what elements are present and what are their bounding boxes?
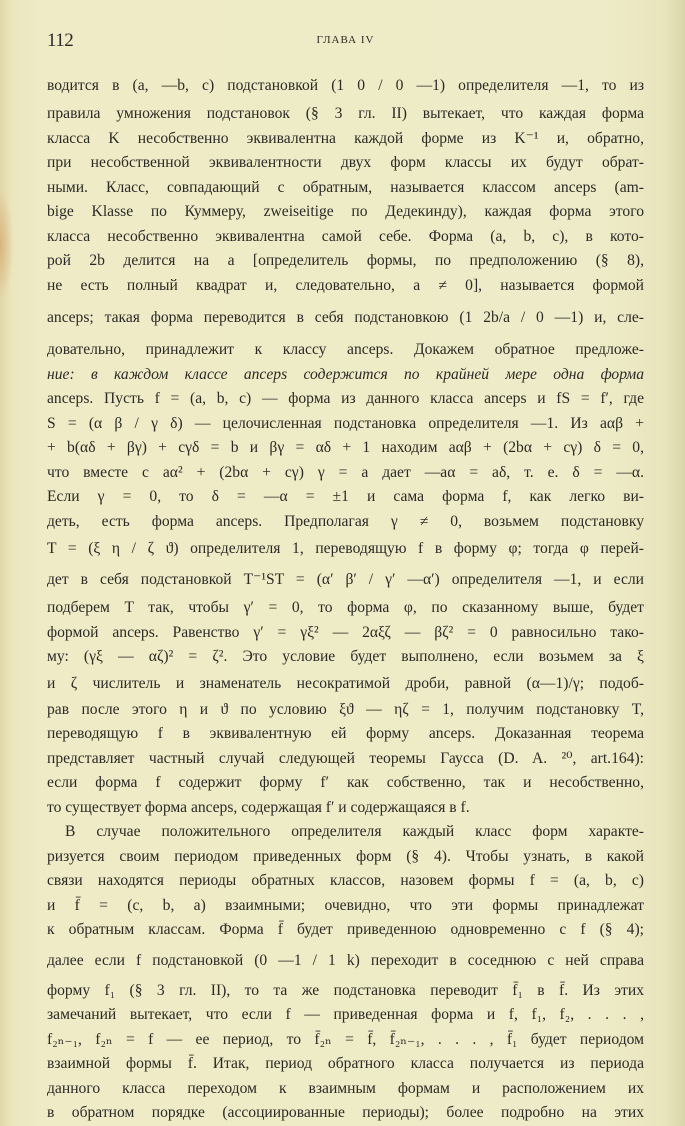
text-line: дет в себя подстановкой T⁻¹ST = (α′ β′ / γ′ —α′) определителя —1, и если <box>47 571 644 588</box>
text-line: подберем T так, чтобы γ′ = 0, то форма φ, по сказанному выше, будет <box>47 599 644 616</box>
text-line: к обратным классам. Форма f̄ будет приведенною одновременно с f (§ 4); <box>47 921 644 938</box>
text-line: рой 2b делится на a [определитель формы, по предположению (§ 8), <box>47 252 644 269</box>
text-line: Если γ = 0, то δ = —α = ±1 и сама форма f, как легко ви- <box>47 488 644 505</box>
scan-edge-stain <box>0 190 14 300</box>
text-line: довательно, принадлежит к классу anceps. Докажем обратное предложе- <box>47 341 644 358</box>
text-line: класса несобственно эквивалентна самой себе. Форма (a, b, c), в кото- <box>47 227 644 245</box>
text-line: в обратном порядке (ассоциированные периоды); более подробно на этих <box>47 1104 644 1121</box>
text-line: данного класса переходом к взаимным формам и расположением их <box>47 1079 644 1097</box>
text-line: если форма f содержит форму f′ как собственно, так и несобственно, <box>47 774 644 791</box>
text-line: переводящую f в эквивалентную ей форму anceps. Доказанная теорема <box>47 725 644 742</box>
text-line: форму f₁ (§ 3 гл. II), то та же подстановка переводит f̄₁ в f̄. Из этих <box>47 981 644 999</box>
text-line: anceps; такая форма переводится в себя подстановкою (1 2b/a / 0 —1) и, сле- <box>47 309 644 326</box>
text-line: рав после этого η и ϑ по условию ξϑ — ηζ = 1, получим подстановку T, <box>47 700 644 718</box>
text-line: при несобственной эквивалентности двух форм классы их будут обрат- <box>47 154 644 171</box>
text-line: му: (γξ — αζ)² = ζ². Это условие будет выполнено, если возьмем за ξ <box>47 648 644 665</box>
text-line: и ζ числитель и знаменатель несократимой дроби, равной (α—1)/γ; подоб- <box>47 674 644 692</box>
text-line: представляет частный случай следующей теоремы Гаусса (D. A. ²⁰, art.164): <box>47 749 644 767</box>
text-line: формой anceps. Равенство γ′ = γξ² — 2αξζ — βζ² = 0 равносильно тако- <box>47 623 644 641</box>
page-body <box>47 70 644 1126</box>
text-line: класса K несобственно эквивалентна каждой форме из K⁻¹ и, обратно, <box>47 129 644 147</box>
text-line: f₂ₙ₋₁, f₂ₙ = f — ее период, то f̄₂ₙ = f̄, f̄₂ₙ₋₁, . . . , f̄₁ будет периодом <box>47 1030 644 1048</box>
text-line: bige Klasse по Куммеру, zweiseitige по Дедекинду), каждая форма этого <box>47 203 644 220</box>
text-line: не есть полный квадрат и, следовательно, a ≠ 0], называется формой <box>47 276 644 294</box>
text-line: + b(αδ + βγ) + cγδ = b и βγ = αδ + 1 находим aαβ + (2bα + cγ) δ = 0, <box>47 439 644 456</box>
text-line: и f̄ = (c, b, a) взаимными; очевидно, что эти формы принадлежат <box>47 896 644 914</box>
text-line: далее если f подстановкой (0 —1 / 1 k) переходит в соседнюю с ней справа <box>47 951 644 969</box>
text-line: правила умножения подстановок (§ 3 гл. II) вытекает, что каждая форма <box>47 105 644 122</box>
text-line: взаимной формы f̄. Итак, период обратного класса получается из периода <box>47 1055 644 1072</box>
running-head-chapter: ГЛАВА IV <box>316 34 375 46</box>
page-number: 112 <box>47 30 74 51</box>
text-line: S = (α β / γ δ) — целочисленная подстановка определителя —1. Из aαβ + <box>47 414 644 432</box>
paragraph-start-line: В случае положительного определителя каждый класс форм характе- <box>65 823 644 840</box>
text-line: anceps. Пусть f = (a, b, c) — форма из данного класса anceps и fS = f′, где <box>47 390 644 407</box>
text-line: ными. Класс, совпадающий с обратным, называется классом anceps (am- <box>47 178 644 196</box>
text-line: что вместе с aα² + (2bα + cγ) γ = a дает —aα = aδ, т. е. δ = —α. <box>47 463 644 481</box>
text-line: T = (ξ η / ζ ϑ) определителя 1, переводящую f в форму φ; тогда φ перей- <box>47 540 644 557</box>
text-line: связи находятся периоды обратных классов, назовем формы f = (a, b, c) <box>47 872 644 889</box>
text-line: ние: в каждом классе anceps содержится по крайней мере одна форма <box>47 365 644 383</box>
text-line: замечаний вытекает, что если f — приведенная форма и f, f₁, f₂, . . . , <box>47 1006 644 1023</box>
text-line: деть, есть форма anceps. Предполагая γ ≠ 0, возьмем подстановку <box>47 512 644 530</box>
text-line: то существует форма anceps, содержащая f′ и содержащаяся в f. <box>47 798 470 816</box>
text-line: водится в (a, —b, c) подстановкой (1 0 / 0 —1) определителя —1, то из <box>47 77 644 94</box>
page-header <box>47 30 644 52</box>
text-line: ризуется своим периодом приведенных форм (§ 4). Чтобы узнать, в какой <box>47 847 644 865</box>
